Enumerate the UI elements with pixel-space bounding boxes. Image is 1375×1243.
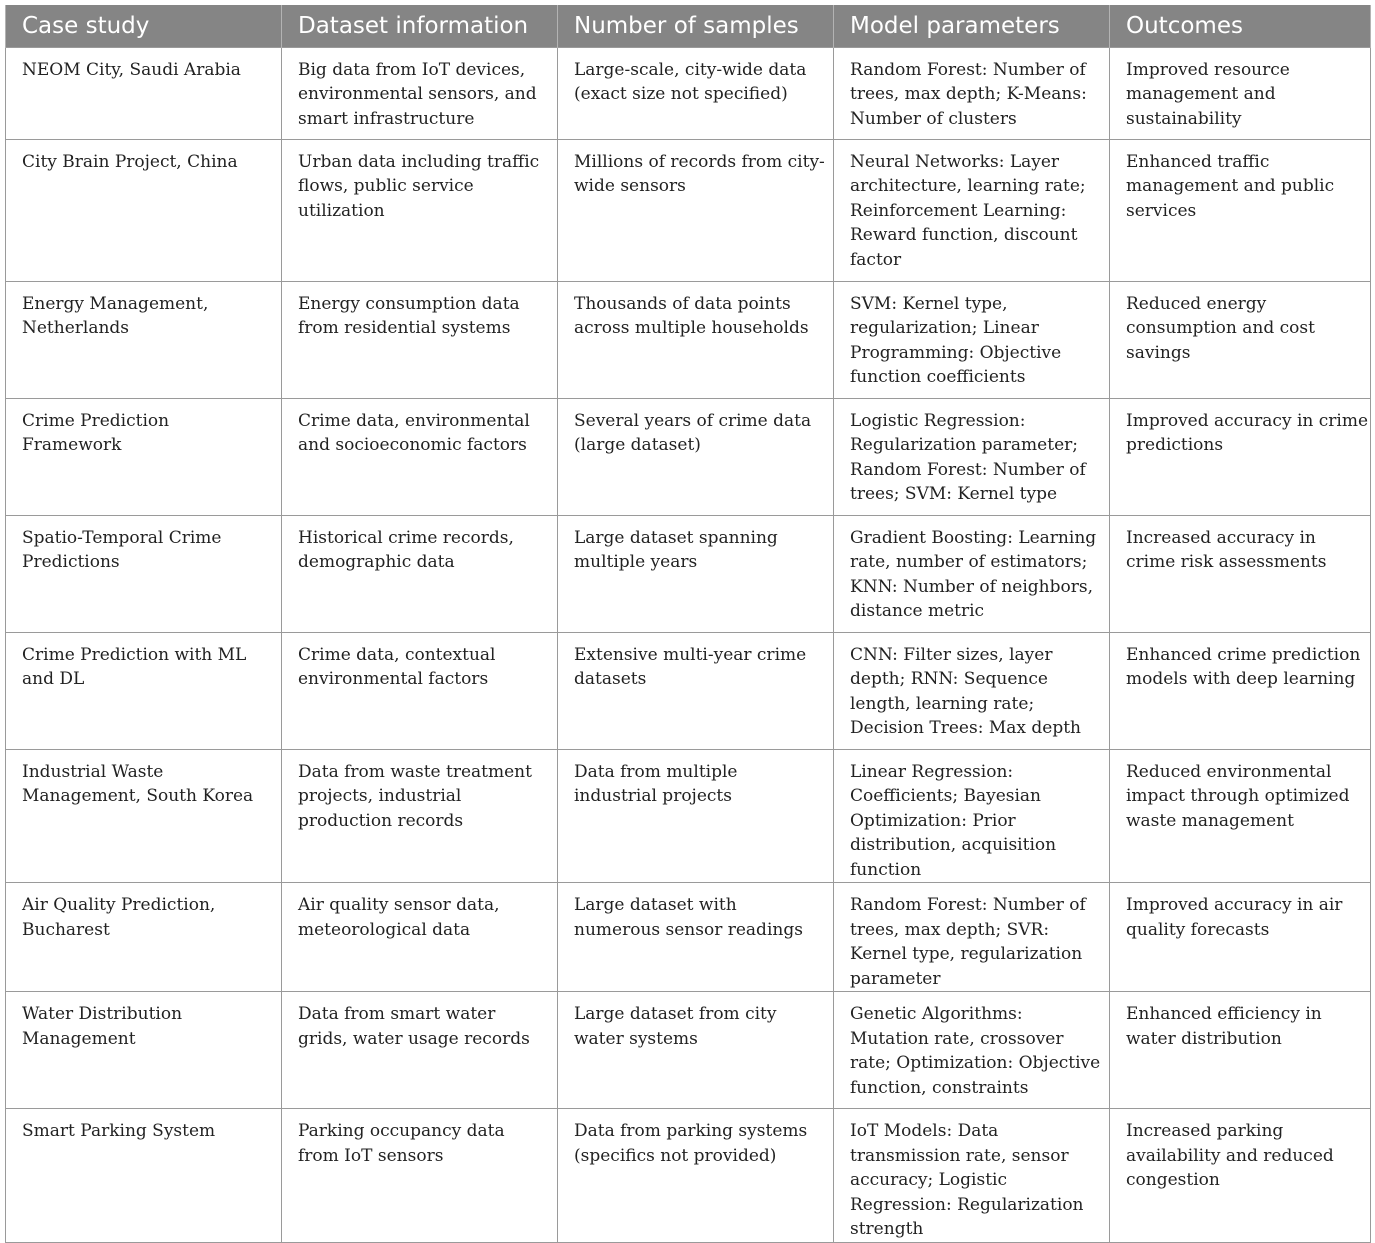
cell-model-parameters: IoT Models: Data transmission rate, sensor accuracy; Logistic Regression: Regularization strength [834,1109,1110,1243]
cell-outcomes: Increased accuracy in crime risk assessments [1110,515,1371,632]
table-body [6,47,1371,1242]
cell-model-parameters: Linear Regression: Coefficients; Bayesian Optimization: Prior distribution, acquisition function [834,749,1110,883]
cell-dataset-information: Urban data including traffic flows, public service utilization [282,139,558,281]
cell-number-of-samples: Millions of records from city-wide sensors [558,139,834,281]
cell-dataset-information: Crime data, environmental and socioeconomic factors [282,398,558,515]
case-study-table [5,5,1371,1243]
cell-case-study: Spatio-Temporal Crime Predictions [6,515,282,632]
cell-number-of-samples: Several years of crime data (large dataset) [558,398,834,515]
table-row [6,281,1371,398]
header-outcomes: Outcomes [1110,5,1371,47]
cell-model-parameters: Random Forest: Number of trees, max depth; SVR: Kernel type, regularization parameter [834,883,1110,992]
cell-model-parameters: Gradient Boosting: Learning rate, number of estimators; KNN: Number of neighbors, distance metric [834,515,1110,632]
header-case-study: Case study [6,5,282,47]
header-model-parameters: Model parameters [834,5,1110,47]
cell-number-of-samples: Extensive multi-year crime datasets [558,632,834,749]
table-row [6,47,1371,139]
cell-case-study: Water Distribution Management [6,992,282,1109]
cell-case-study: Crime Prediction with ML and DL [6,632,282,749]
table-row [6,883,1371,992]
cell-outcomes: Enhanced crime prediction models with deep learning [1110,632,1371,749]
cell-outcomes: Reduced environmental impact through optimized waste management [1110,749,1371,883]
cell-case-study: Energy Management, Netherlands [6,281,282,398]
cell-outcomes: Reduced energy consumption and cost savings [1110,281,1371,398]
cell-case-study: City Brain Project, China [6,139,282,281]
table-row [6,139,1371,281]
cell-case-study: Industrial Waste Management, South Korea [6,749,282,883]
table-row [6,749,1371,883]
cell-number-of-samples: Thousands of data points across multiple households [558,281,834,398]
cell-dataset-information: Big data from IoT devices, environmental sensors, and smart infrastructure [282,47,558,139]
cell-number-of-samples: Large dataset with numerous sensor readings [558,883,834,992]
cell-model-parameters: SVM: Kernel type, regularization; Linear Programming: Objective function coefficients [834,281,1110,398]
cell-outcomes: Enhanced traffic management and public services [1110,139,1371,281]
table-row [6,515,1371,632]
cell-dataset-information: Energy consumption data from residential systems [282,281,558,398]
cell-outcomes: Improved resource management and sustainability [1110,47,1371,139]
cell-dataset-information: Parking occupancy data from IoT sensors [282,1109,558,1243]
cell-dataset-information: Historical crime records, demographic data [282,515,558,632]
cell-model-parameters: Genetic Algorithms: Mutation rate, crossover rate; Optimization: Objective function, constraints [834,992,1110,1109]
table-header [6,5,1371,47]
cell-dataset-information: Data from smart water grids, water usage records [282,992,558,1109]
header-dataset-information: Dataset information [282,5,558,47]
cell-dataset-information: Crime data, contextual environmental factors [282,632,558,749]
cell-outcomes: Improved accuracy in air quality forecasts [1110,883,1371,992]
cell-number-of-samples: Data from parking systems (specifics not provided) [558,1109,834,1243]
cell-case-study: NEOM City, Saudi Arabia [6,47,282,139]
cell-model-parameters: Random Forest: Number of trees, max depth; K-Means: Number of clusters [834,47,1110,139]
table-row [6,632,1371,749]
table-row [6,992,1371,1109]
cell-model-parameters: CNN: Filter sizes, layer depth; RNN: Sequence length, learning rate; Decision Trees: Max depth [834,632,1110,749]
cell-number-of-samples: Data from multiple industrial projects [558,749,834,883]
header-row [6,5,1371,47]
header-number-of-samples: Number of samples [558,5,834,47]
cell-case-study: Crime Prediction Framework [6,398,282,515]
cell-outcomes: Improved accuracy in crime predictions [1110,398,1371,515]
cell-dataset-information: Air quality sensor data, meteorological data [282,883,558,992]
cell-case-study: Smart Parking System [6,1109,282,1243]
table-row [6,1109,1371,1243]
cell-model-parameters: Logistic Regression: Regularization parameter; Random Forest: Number of trees; SVM: Kernel type [834,398,1110,515]
cell-number-of-samples: Large dataset spanning multiple years [558,515,834,632]
cell-number-of-samples: Large-scale, city-wide data (exact size not specified) [558,47,834,139]
cell-case-study: Air Quality Prediction, Bucharest [6,883,282,992]
table-row [6,398,1371,515]
cell-outcomes: Increased parking availability and reduced congestion [1110,1109,1371,1243]
cell-dataset-information: Data from waste treatment projects, industrial production records [282,749,558,883]
cell-number-of-samples: Large dataset from city water systems [558,992,834,1109]
cell-outcomes: Enhanced efficiency in water distribution [1110,992,1371,1109]
cell-model-parameters: Neural Networks: Layer architecture, learning rate; Reinforcement Learning: Reward function, discount factor [834,139,1110,281]
